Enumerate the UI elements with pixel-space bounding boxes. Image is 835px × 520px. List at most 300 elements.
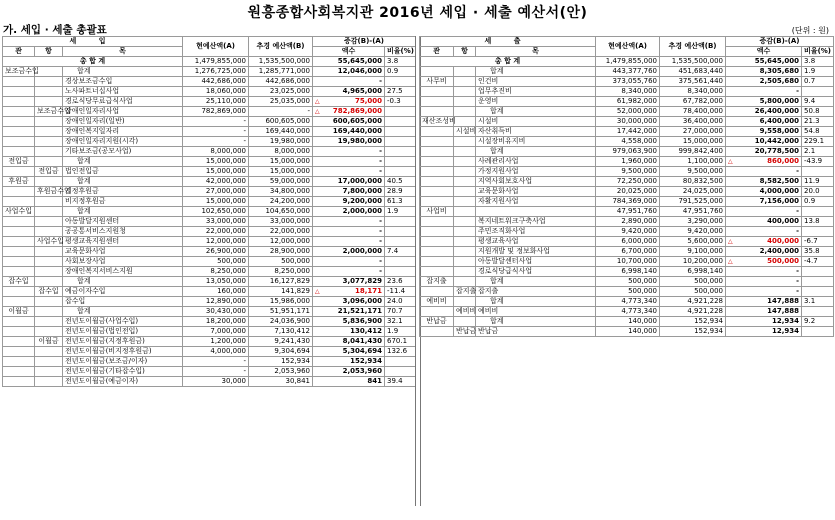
income-total-a: 1,479,855,000 bbox=[183, 57, 249, 67]
row-diff: - bbox=[379, 157, 383, 165]
table-row bbox=[420, 157, 834, 167]
row-diff: 8,041,430 bbox=[342, 337, 383, 345]
row-diff: 12,934 bbox=[772, 327, 800, 335]
row-budget-a: - bbox=[243, 357, 247, 365]
row-budget-b: 500,000 bbox=[694, 287, 724, 295]
row-budget-b: 791,525,000 bbox=[678, 197, 724, 205]
row-budget-b: 51,951,171 bbox=[269, 307, 311, 315]
row-diff: - bbox=[379, 167, 383, 175]
col-budget-b: 추경 예산액(B) bbox=[660, 37, 726, 57]
row-item: 자활지원사업 bbox=[478, 197, 519, 205]
row-ratio: 28.9 bbox=[387, 187, 403, 195]
row-subcategory: 시설비 bbox=[456, 127, 477, 135]
decrease-triangle-icon: △ bbox=[728, 158, 733, 165]
row-item: 합계 bbox=[77, 307, 91, 315]
table-row bbox=[3, 147, 416, 157]
table-row bbox=[3, 297, 416, 307]
row-budget-b: 9,500,000 bbox=[687, 167, 724, 175]
table-row bbox=[420, 247, 834, 257]
col-ratio: 비율(%) bbox=[385, 47, 416, 57]
row-diff: 841 bbox=[367, 377, 383, 385]
row-budget-b: 25,035,000 bbox=[269, 97, 311, 105]
table-row bbox=[420, 277, 834, 287]
table-row bbox=[3, 267, 416, 277]
row-budget-a: 782,869,000 bbox=[201, 107, 247, 115]
row-budget-a: 1,200,000 bbox=[210, 337, 247, 345]
row-ratio: 0.7 bbox=[804, 77, 816, 85]
table-row bbox=[3, 197, 416, 207]
row-budget-a: 140,000 bbox=[628, 327, 658, 335]
row-diff: 3,096,000 bbox=[342, 297, 383, 305]
row-ratio: 40.5 bbox=[387, 177, 403, 185]
row-budget-a: - bbox=[243, 127, 247, 135]
row-item: 지정후원금 bbox=[65, 187, 99, 195]
row-budget-a: 72,250,000 bbox=[616, 177, 658, 185]
table-row bbox=[420, 117, 834, 127]
row-budget-a: 20,025,000 bbox=[616, 187, 658, 195]
row-ratio: 54.8 bbox=[804, 127, 820, 135]
row-item: 기타보조금(공모사업) bbox=[65, 147, 132, 155]
row-budget-a: 784,369,000 bbox=[612, 197, 658, 205]
row-diff: - bbox=[379, 267, 383, 275]
col-gwan: 관 bbox=[420, 47, 454, 57]
row-subcategory: 후원금수입 bbox=[37, 187, 71, 195]
row-diff: 147,888 bbox=[767, 297, 800, 305]
document-title: 원흥종합사회복지관 2016년 세입 · 세출 예산서(안) bbox=[247, 5, 588, 21]
row-category: 이월금 bbox=[8, 307, 29, 315]
decrease-triangle-icon: △ bbox=[728, 258, 733, 265]
row-budget-a: - bbox=[243, 367, 247, 375]
row-diff: - bbox=[796, 87, 800, 95]
table-row bbox=[420, 207, 834, 217]
row-budget-a: 4,000,000 bbox=[210, 347, 247, 355]
table-row bbox=[3, 127, 416, 137]
income-total-diff: 55,645,000 bbox=[313, 57, 385, 67]
row-budget-b: 141,829 bbox=[281, 287, 311, 295]
table-row bbox=[420, 227, 834, 237]
row-budget-a: 18,060,000 bbox=[205, 87, 247, 95]
row-subcategory: 잡지출 bbox=[456, 287, 477, 295]
row-subcategory: 반납금 bbox=[456, 327, 477, 335]
row-budget-a: 1,960,000 bbox=[621, 157, 658, 165]
row-budget-b: 30,841 bbox=[285, 377, 311, 385]
section-heading: 가. 세입 · 세출 총괄표 bbox=[3, 24, 107, 36]
row-budget-b: 4,921,228 bbox=[687, 307, 724, 315]
table-row bbox=[420, 197, 834, 207]
table-row bbox=[420, 107, 834, 117]
col-budget-a: 현예산액(A) bbox=[183, 37, 249, 57]
decrease-triangle-icon: △ bbox=[315, 98, 320, 105]
row-item: 장애인일자리(일반) bbox=[65, 117, 125, 125]
row-budget-b: 152,934 bbox=[281, 357, 311, 365]
table-row bbox=[3, 157, 416, 167]
row-item: 공공통서비스지원청 bbox=[65, 227, 126, 235]
row-budget-b: 47,951,760 bbox=[682, 207, 724, 215]
row-ratio: 27.5 bbox=[387, 87, 403, 95]
row-budget-b: 28,900,000 bbox=[269, 247, 311, 255]
row-item: 운영비 bbox=[478, 97, 499, 105]
row-budget-b: 1,100,000 bbox=[687, 157, 724, 165]
row-diff: 169,440,000 bbox=[332, 127, 383, 135]
unit-label: (단위 : 원) bbox=[791, 26, 829, 35]
row-budget-a: 61,982,000 bbox=[616, 97, 658, 105]
row-ratio: 23.6 bbox=[387, 277, 403, 285]
row-budget-a: 12,890,000 bbox=[205, 297, 247, 305]
row-diff: 6,400,000 bbox=[759, 117, 800, 125]
table-row bbox=[3, 97, 416, 107]
row-ratio: 11.9 bbox=[804, 177, 820, 185]
row-diff: - bbox=[379, 257, 383, 265]
row-ratio: 21.3 bbox=[804, 117, 820, 125]
row-item: 합계 bbox=[490, 107, 504, 115]
row-item: 전년도이월금(보조금/이자) bbox=[65, 357, 148, 365]
table-row bbox=[3, 107, 416, 117]
row-item: 합계 bbox=[490, 297, 504, 305]
income-total-b: 1,535,500,000 bbox=[249, 57, 313, 67]
row-budget-a: 373,055,760 bbox=[612, 77, 658, 85]
row-budget-a: - bbox=[243, 117, 247, 125]
row-ratio: 13.8 bbox=[804, 217, 820, 225]
row-category: 잡수입 bbox=[8, 277, 29, 285]
row-budget-b: 600,605,000 bbox=[265, 117, 311, 125]
row-budget-b: 1,285,771,000 bbox=[258, 67, 311, 75]
expense-total-diff: 55,645,000 bbox=[726, 57, 802, 67]
table-row bbox=[3, 357, 416, 367]
row-budget-b: 15,000,000 bbox=[269, 157, 311, 165]
row-item: 전년도이월금(예금이자) bbox=[65, 377, 139, 385]
col-amount: 액수 bbox=[313, 47, 385, 57]
row-budget-b: 104,650,000 bbox=[265, 207, 311, 215]
col-hang: 항 bbox=[454, 47, 476, 57]
table-row bbox=[3, 307, 416, 317]
table-row bbox=[3, 367, 416, 377]
row-budget-a: 6,700,000 bbox=[621, 247, 658, 255]
row-budget-b: 442,686,000 bbox=[265, 77, 311, 85]
expense-header: 세 출 bbox=[420, 37, 596, 47]
row-ratio: 1.9 bbox=[387, 327, 399, 335]
row-ratio: -4.7 bbox=[804, 257, 818, 265]
row-budget-b: 23,025,000 bbox=[269, 87, 311, 95]
row-budget-b: 78,400,000 bbox=[682, 107, 724, 115]
row-diff: 782,869,000 bbox=[332, 107, 383, 115]
row-item: 아동발달지원센터 bbox=[65, 217, 120, 225]
row-item: 업무추진비 bbox=[478, 87, 512, 95]
table-row bbox=[420, 147, 834, 157]
row-diff: 2,505,680 bbox=[759, 77, 800, 85]
row-budget-b: 33,000,000 bbox=[269, 217, 311, 225]
row-diff: 17,000,000 bbox=[337, 177, 383, 185]
table-row bbox=[3, 347, 416, 357]
row-budget-a: 500,000 bbox=[628, 287, 658, 295]
row-diff: 8,582,500 bbox=[759, 177, 800, 185]
decrease-triangle-icon: △ bbox=[315, 108, 320, 115]
row-item: 전년도이월금(비지정후원금) bbox=[65, 347, 152, 355]
table-row bbox=[3, 177, 416, 187]
income-table bbox=[2, 36, 416, 387]
row-budget-a: 12,000,000 bbox=[205, 237, 247, 245]
row-diff: 5,304,694 bbox=[342, 347, 383, 355]
row-item: 시설장비유지비 bbox=[478, 137, 526, 145]
row-budget-b: 451,683,440 bbox=[678, 67, 724, 75]
row-category: 후원금 bbox=[8, 177, 29, 185]
income-header: 세 입 bbox=[3, 37, 183, 47]
row-diff: - bbox=[796, 207, 800, 215]
row-diff: 7,800,000 bbox=[342, 187, 383, 195]
row-budget-a: 6,000,000 bbox=[621, 237, 658, 245]
row-category: 사업수입 bbox=[5, 207, 33, 215]
col-gwan: 관 bbox=[3, 47, 35, 57]
row-budget-b: 15,986,000 bbox=[269, 297, 311, 305]
row-item: 전년도이월금(법인전입) bbox=[65, 327, 139, 335]
row-item: 반납금 bbox=[478, 327, 499, 335]
row-ratio: 61.3 bbox=[387, 197, 403, 205]
row-budget-b: 169,440,000 bbox=[265, 127, 311, 135]
table-row bbox=[3, 237, 416, 247]
row-item: 복지네트워크구축사업 bbox=[478, 217, 546, 225]
row-diff: 4,965,000 bbox=[342, 87, 383, 95]
row-budget-a: 30,000 bbox=[221, 377, 247, 385]
row-category: 예비비 bbox=[426, 297, 447, 305]
row-diff: - bbox=[379, 227, 383, 235]
row-item: 교육문화사업 bbox=[65, 247, 106, 255]
row-budget-b: 24,200,000 bbox=[269, 197, 311, 205]
row-ratio: 32.1 bbox=[387, 317, 403, 325]
row-category: 반납금 bbox=[426, 317, 447, 325]
table-row bbox=[3, 217, 416, 227]
row-budget-b: 34,800,000 bbox=[269, 187, 311, 195]
row-budget-a: 7,000,000 bbox=[210, 327, 247, 335]
col-change: 증감(B)-(A) bbox=[726, 37, 834, 47]
row-diff: - bbox=[379, 237, 383, 245]
table-row bbox=[420, 257, 834, 267]
row-diff: 400,000 bbox=[767, 237, 800, 245]
table-row bbox=[3, 117, 416, 127]
row-category: 보조금수입 bbox=[5, 67, 39, 75]
row-diff: 5,800,000 bbox=[759, 97, 800, 105]
row-ratio: 70.7 bbox=[387, 307, 403, 315]
row-budget-b: 15,000,000 bbox=[269, 167, 311, 175]
row-item: 지역사회보호사업 bbox=[478, 177, 533, 185]
table-row bbox=[420, 187, 834, 197]
row-diff: 5,836,900 bbox=[342, 317, 383, 325]
table-row bbox=[420, 217, 834, 227]
row-budget-a: 6,998,140 bbox=[621, 267, 658, 275]
table-row bbox=[3, 377, 416, 387]
table-row bbox=[3, 167, 416, 177]
table-row bbox=[420, 67, 834, 77]
row-diff: 130,412 bbox=[350, 327, 383, 335]
row-item: 전년도이월금(사업수입) bbox=[65, 317, 139, 325]
row-diff: - bbox=[796, 287, 800, 295]
row-budget-a: 1,276,725,000 bbox=[194, 67, 247, 75]
table-row bbox=[420, 297, 834, 307]
row-subcategory: 잡수입 bbox=[38, 287, 59, 295]
table-row bbox=[3, 67, 416, 77]
expense-total-b: 1,535,500,000 bbox=[660, 57, 726, 67]
row-item: 장애인복지일자리 bbox=[65, 127, 120, 135]
row-budget-a: 22,000,000 bbox=[205, 227, 247, 235]
row-item: 합계 bbox=[77, 157, 91, 165]
row-budget-a: 15,000,000 bbox=[205, 197, 247, 205]
row-budget-a: 42,000,000 bbox=[205, 177, 247, 185]
row-budget-a: 500,000 bbox=[628, 277, 658, 285]
row-diff: 26,400,000 bbox=[754, 107, 800, 115]
row-diff: 8,305,680 bbox=[759, 67, 800, 75]
col-budget-a: 현예산액(A) bbox=[596, 37, 660, 57]
table-row bbox=[420, 87, 834, 97]
row-category: 전입금 bbox=[8, 157, 29, 165]
table-row bbox=[420, 167, 834, 177]
table-row bbox=[3, 277, 416, 287]
col-mok: 목 bbox=[476, 47, 596, 57]
col-budget-b: 추경 예산액(B) bbox=[249, 37, 313, 57]
row-diff: - bbox=[796, 277, 800, 285]
row-ratio: 1.9 bbox=[387, 207, 399, 215]
row-budget-a: 8,000,000 bbox=[210, 147, 247, 155]
row-diff: 9,558,000 bbox=[759, 127, 800, 135]
row-item: 평생교육사업 bbox=[478, 237, 519, 245]
row-ratio: 0.9 bbox=[804, 197, 816, 205]
row-budget-b: 375,561,440 bbox=[678, 77, 724, 85]
row-ratio: 1.9 bbox=[804, 67, 816, 75]
row-subcategory: 전입금 bbox=[38, 167, 59, 175]
row-budget-a: 10,700,000 bbox=[616, 257, 658, 265]
row-ratio: 670.1 bbox=[387, 337, 408, 345]
row-ratio: 132.6 bbox=[387, 347, 408, 355]
row-ratio: -11.4 bbox=[387, 287, 406, 295]
expense-total-a: 1,479,855,000 bbox=[596, 57, 660, 67]
table-row bbox=[3, 247, 416, 257]
row-item: 교육문화사업 bbox=[478, 187, 519, 195]
row-budget-b: 9,304,694 bbox=[274, 347, 311, 355]
table-row bbox=[420, 267, 834, 277]
row-item: 합계 bbox=[77, 177, 91, 185]
row-budget-a: 160,000 bbox=[217, 287, 247, 295]
row-item: 합계 bbox=[490, 317, 504, 325]
table-row bbox=[420, 317, 834, 327]
row-item: 지원개발 및 정보화사업 bbox=[478, 247, 551, 255]
row-subcategory: 예비비 bbox=[456, 307, 477, 315]
row-ratio: 24.0 bbox=[387, 297, 403, 305]
row-diff: 9,200,000 bbox=[342, 197, 383, 205]
row-diff: - bbox=[379, 217, 383, 225]
row-ratio: -6.7 bbox=[804, 237, 818, 245]
row-budget-a: 26,900,000 bbox=[205, 247, 247, 255]
row-budget-a: 17,442,000 bbox=[616, 127, 658, 135]
row-budget-a: 443,377,760 bbox=[612, 67, 658, 75]
row-budget-b: 10,200,000 bbox=[682, 257, 724, 265]
row-item: 사례관리사업 bbox=[478, 157, 519, 165]
row-budget-a: 4,773,340 bbox=[621, 307, 658, 315]
row-item: 경로식당무료급식사업 bbox=[65, 97, 133, 105]
row-item: 장애인일자리사업 bbox=[65, 107, 120, 115]
row-item: 시설비 bbox=[478, 117, 499, 125]
row-diff: 2,400,000 bbox=[759, 247, 800, 255]
row-item: 전년도이월금(지정후원금) bbox=[65, 337, 145, 345]
row-budget-a: 140,000 bbox=[628, 317, 658, 325]
row-budget-b: 59,000,000 bbox=[269, 177, 311, 185]
row-diff: 2,000,000 bbox=[342, 207, 383, 215]
row-budget-b: 12,000,000 bbox=[269, 237, 311, 245]
table-row bbox=[3, 227, 416, 237]
row-item: 주민조직화사업 bbox=[478, 227, 526, 235]
row-item: 장애인일자리지원(시각) bbox=[65, 137, 139, 145]
table-row bbox=[3, 77, 416, 87]
row-budget-a: 9,500,000 bbox=[621, 167, 658, 175]
row-diff: 19,980,000 bbox=[337, 137, 383, 145]
row-item: 합계 bbox=[77, 207, 91, 215]
row-budget-b: 24,025,000 bbox=[682, 187, 724, 195]
row-budget-a: 8,340,000 bbox=[621, 87, 658, 95]
row-item: 아동발달센터사업 bbox=[478, 257, 533, 265]
row-budget-a: 30,430,000 bbox=[205, 307, 247, 315]
row-budget-a: 102,650,000 bbox=[201, 207, 247, 215]
row-budget-a: 15,000,000 bbox=[205, 157, 247, 165]
row-budget-a: 500,000 bbox=[217, 257, 247, 265]
row-budget-b: 9,420,000 bbox=[687, 227, 724, 235]
row-budget-a: 33,000,000 bbox=[205, 217, 247, 225]
row-item: 합계 bbox=[490, 277, 504, 285]
table-row bbox=[420, 237, 834, 247]
row-budget-b: 5,600,000 bbox=[687, 237, 724, 245]
expense-table bbox=[419, 36, 834, 337]
col-amount: 액수 bbox=[726, 47, 802, 57]
table-row bbox=[3, 337, 416, 347]
table-row bbox=[3, 87, 416, 97]
table-row bbox=[3, 137, 416, 147]
row-item: 노사파트너십사업 bbox=[65, 87, 120, 95]
row-budget-a: 979,063,900 bbox=[612, 147, 658, 155]
row-budget-a: 8,250,000 bbox=[210, 267, 247, 275]
row-budget-b: 8,250,000 bbox=[274, 267, 311, 275]
row-item: 잡수입 bbox=[65, 297, 86, 305]
row-category: 재산조성비 bbox=[422, 117, 456, 125]
table-row bbox=[3, 207, 416, 217]
row-budget-b: 24,036,900 bbox=[269, 317, 311, 325]
row-ratio: 0.9 bbox=[387, 67, 399, 75]
row-diff: 12,046,000 bbox=[337, 67, 383, 75]
row-budget-b: 7,130,412 bbox=[274, 327, 311, 335]
col-mok: 목 bbox=[63, 47, 183, 57]
row-category: 사무비 bbox=[426, 77, 447, 85]
row-budget-b: - bbox=[307, 107, 311, 115]
row-category: 잡지출 bbox=[426, 277, 447, 285]
row-diff: 147,888 bbox=[767, 307, 800, 315]
row-budget-a: 15,000,000 bbox=[205, 167, 247, 175]
row-item: 합계 bbox=[490, 147, 504, 155]
row-budget-b: 8,000,000 bbox=[274, 147, 311, 155]
row-item: 장애인복지서비스지원 bbox=[65, 267, 133, 275]
row-diff: 10,442,000 bbox=[754, 137, 800, 145]
row-ratio: 229.1 bbox=[804, 137, 825, 145]
row-diff: 4,000,000 bbox=[759, 187, 800, 195]
row-diff: 2,000,000 bbox=[342, 247, 383, 255]
table-row bbox=[420, 127, 834, 137]
row-ratio: 3.1 bbox=[804, 297, 816, 305]
row-budget-b: 152,934 bbox=[694, 317, 724, 325]
row-item: 가정지원사업 bbox=[478, 167, 519, 175]
row-diff: 21,521,171 bbox=[337, 307, 383, 315]
row-budget-b: 2,053,960 bbox=[274, 367, 311, 375]
row-budget-b: 999,842,400 bbox=[678, 147, 724, 155]
row-budget-a: - bbox=[243, 137, 247, 145]
row-ratio: 39.4 bbox=[387, 377, 403, 385]
row-budget-b: 15,000,000 bbox=[682, 137, 724, 145]
income-total-ratio: 3.8 bbox=[385, 57, 416, 67]
table-row bbox=[420, 307, 834, 317]
row-item: 합계 bbox=[490, 67, 504, 75]
row-budget-b: 6,998,140 bbox=[687, 267, 724, 275]
